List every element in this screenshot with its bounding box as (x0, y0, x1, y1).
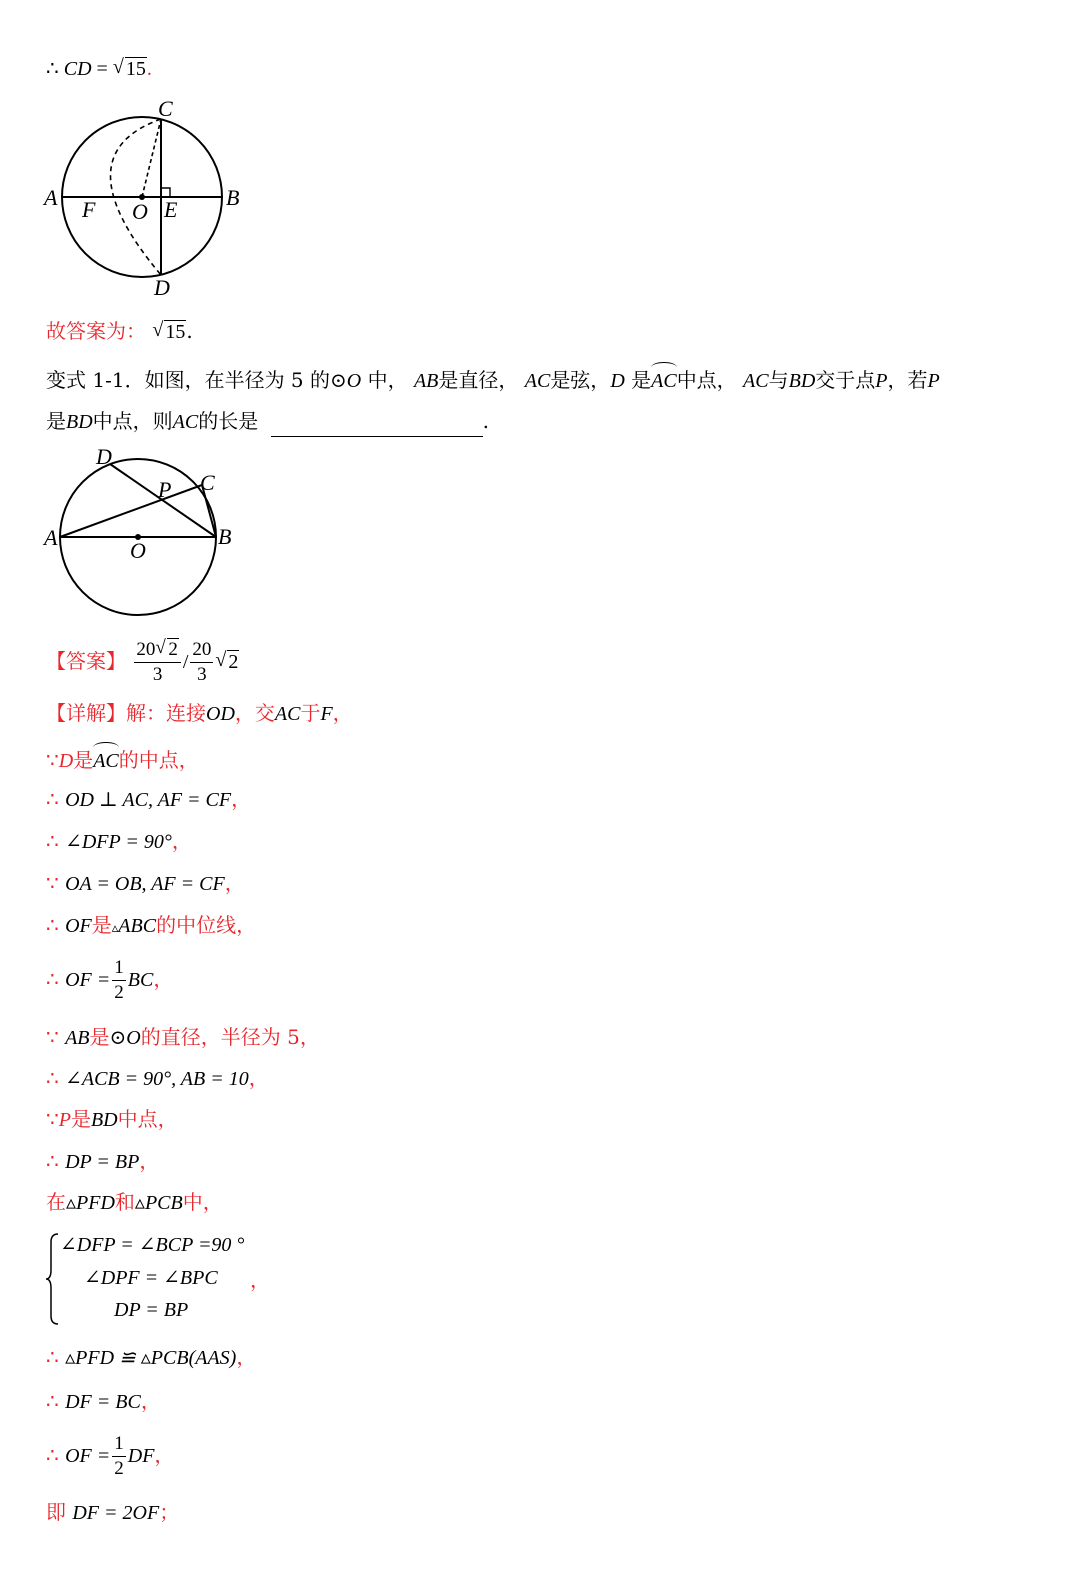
equation-system: ∠DFP = ∠BCP =90 ° ∠DPF = ∠BPC ， DP = BP (46, 1232, 306, 1326)
arc-ac: AC (651, 362, 677, 396)
system-row-2: ∠DPF = ∠BPC (84, 1267, 218, 1289)
answer-tag: 【答案】 (46, 649, 126, 673)
equals-sign: = (96, 58, 108, 80)
label-b-2: B (218, 524, 232, 549)
period: . (146, 58, 152, 80)
cd-label: CD (63, 58, 92, 80)
segment-oc-dashed (142, 119, 161, 197)
step-14: ∴ OF = $\frac{1}{2}$ DF， (46, 1433, 175, 1479)
step-1: ∵D是AC的中点， (46, 742, 199, 776)
cd-result-line (46, 54, 152, 84)
detail-tag: 【详解】 (46, 701, 126, 725)
step-12: ∴ ▵PFD ≌ ▵PCB(AAS)， (46, 1345, 257, 1369)
step-6: ∴ OF = $\frac{1}{2}$ BC， (46, 957, 174, 1003)
left-brace (46, 1232, 60, 1326)
fraction-20-over-3: $\frac{20}{3}$ (192, 639, 212, 685)
previous-answer-line: 故答案为： √ 15. (46, 316, 193, 347)
detail-line: 【详解】解：连接OD，交AC于F， (46, 701, 353, 725)
label-e: E (164, 197, 178, 222)
step-9: ∵P是BD中点， (46, 1107, 178, 1131)
step-11: 在▵PFD和▵PCB中， (46, 1190, 223, 1214)
therefore-symbol: ∴ (46, 58, 59, 80)
step-8: ∴ ∠ACB = 90°, AB = 10， (46, 1066, 269, 1090)
label-a-2: A (44, 525, 58, 550)
fraction-20-sqrt2-over-3: $\frac{20√ 2}{3}$ (134, 638, 181, 687)
step-5: ∴ OF是▵ABC的中位线， (46, 913, 257, 937)
right-angle-mark (161, 188, 170, 197)
label-p-2: P (158, 477, 172, 502)
label-b: B (226, 185, 240, 210)
label-d-2: D (96, 445, 112, 469)
step-2: ∴ OD ⊥ AC, AF = CF， (46, 787, 252, 811)
sqrt-2: √ 2 (215, 642, 239, 682)
step-13: ∴ DF = BC， (46, 1389, 161, 1413)
step-3: ∴ ∠DFP = 90°， (46, 829, 192, 853)
sqrt-15-answer: √ 15 (152, 317, 186, 347)
label-f: F (82, 197, 96, 222)
step-7: ∵ AB是⊙O的直径，半径为 5， (46, 1025, 320, 1049)
step-4: ∵ OA = OB, AF = CF， (46, 871, 245, 895)
label-a: A (44, 185, 58, 210)
answer-line: 【答案】 $\frac{20√ 2}{3}$ / $\frac{20}{3}$ √ 2 (46, 638, 239, 687)
figure-1-circle-diagram (40, 95, 260, 305)
label-c-2: C (200, 470, 215, 495)
sqrt-15: √ 15 (113, 54, 147, 84)
system-row-1: ∠DFP = ∠BCP =90 ° (60, 1234, 245, 1256)
figure-2-circle-diagram (40, 445, 250, 617)
label-o-2: O (130, 538, 146, 563)
variant-question-line-2: 是BD中点，则AC的长是 . (46, 406, 489, 437)
variant-question-line-1: 变式 1-1．如图，在半径为 5 的⊙O 中， AB是直径， AC是弦，D 是AC中点， AC与BD交于点P，若P (46, 362, 940, 396)
system-row-3: DP = BP (114, 1299, 189, 1321)
label-c: C (158, 96, 173, 121)
label-d: D (154, 275, 170, 300)
step-10: ∴ DP = BP， (46, 1149, 160, 1173)
chord-ac (60, 485, 202, 537)
answer-blank (271, 414, 483, 437)
label-o: O (132, 199, 148, 224)
answer-prefix: 故答案为： (46, 319, 146, 343)
step-15: 即 DF = 2OF； (46, 1500, 180, 1524)
